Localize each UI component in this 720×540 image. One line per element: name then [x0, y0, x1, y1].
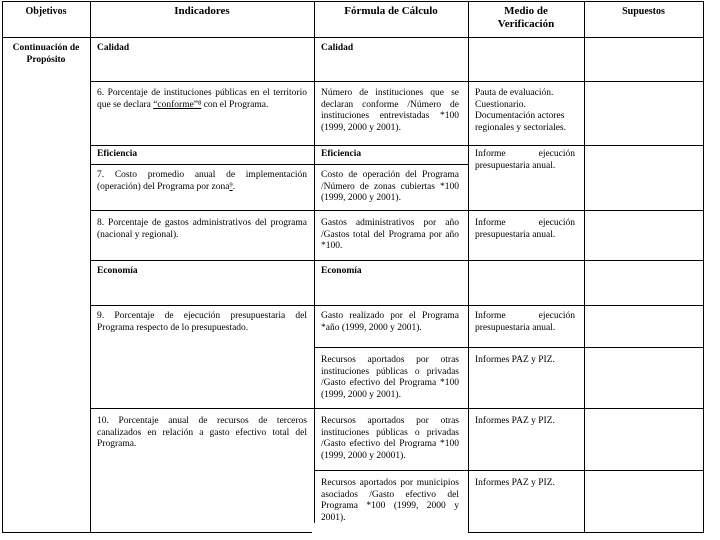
medio-6: Pauta de evaluación. Cuestionario. Documentación actores regionales y sectoriales. [475, 88, 567, 133]
objective-line2: Propósito [26, 54, 66, 65]
medio-9b: Informes PAZ y PIZ. [475, 355, 555, 365]
row-border [90, 81, 704, 82]
row-border [314, 347, 704, 348]
formula-8: Gastos administrativos por año /Gastos total del Programa por año *100. [321, 218, 459, 252]
indicator-7-text-end: . [232, 181, 236, 192]
formula-6: Número de instituciones que se declaran conforme /Número de instituciones entrevistadas *100 (1999, 2000 y 2001). [321, 88, 459, 133]
header-formula: Fórmula de Cálculo [344, 5, 438, 17]
formula-10a: Recursos aportados por otras instituciones públicas o privadas /Gasto efectivo del Programa *100 (1999, 2000 y 20001). [321, 416, 459, 461]
indicator-8: 8. Porcentaje de gastos administrativos del programa (nacional y regional). [97, 218, 307, 240]
header-supuestos: Supuestos [622, 6, 665, 17]
section-economia-formula: Economía [321, 266, 362, 276]
row-border [90, 210, 704, 211]
indicator-7-text: 7. Costo promedio anual de implementación (operación) del Programa por zona [97, 170, 307, 192]
medio-10a: Informes PAZ y PIZ. [475, 416, 555, 426]
medio-7: Informe ejecución presupuestaria anual. [475, 149, 575, 171]
bottom-gap [312, 523, 468, 533]
header-medio-line2: Verificación [497, 18, 555, 30]
header-objetivos: Objetivos [25, 6, 67, 17]
formula-9a: Gasto realizado por el Programa *año (1999, 2000 y 2001). [321, 311, 459, 333]
section-eficiencia-indicator: Eficiencia [97, 149, 138, 159]
formula-9b: Recursos aportados por otras instituciones públicas o privadas /Gasto efectivo del Programa *100 (1999, 2000 y 2001). [321, 355, 459, 400]
objective-label [2, 43, 90, 66]
row-border [90, 305, 704, 306]
header-medio [468, 5, 584, 31]
objective-line1: Continuación de [12, 43, 80, 53]
formula-7: Costo de operación del Programa /Número de zonas cubiertas *100 (1999, 2000 y 2001). [321, 170, 459, 204]
section-calidad-indicator: Calidad [97, 43, 130, 53]
row-border [90, 145, 704, 146]
indicator-10: 10. Porcentaje anual de recursos de terceros canalizados en relación a gasto efectivo total del Programa. [97, 416, 307, 450]
row-border [90, 260, 704, 261]
indicator-6-text: 6. Porcentaje de instituciones públicas en el territorio que se declara [97, 88, 307, 110]
indicator-9: 9. Porcentaje de ejecución presupuestaria del Programa respecto de lo presupuestado. [97, 311, 307, 333]
row-border [90, 408, 704, 409]
header-indicadores: Indicadores [174, 5, 230, 17]
medio-10b: Informes PAZ y PIZ. [475, 478, 555, 488]
row-border [2, 37, 704, 38]
row-border [2, 1, 704, 2]
section-calidad-formula: Calidad [321, 43, 354, 53]
indicator-6-text-end: con el Programa. [201, 99, 269, 110]
indicator-6-footnote: “conforme”⁸ [153, 99, 202, 110]
formula-10b: Recursos aportados por municipios asociados /Gasto efectivo del Programa *100 (1999, 2000 y 2001). [321, 478, 459, 523]
indicator-6 [97, 88, 307, 111]
row-border [90, 164, 468, 165]
section-economia-indicator: Economía [97, 266, 138, 276]
col-border [2, 1, 3, 533]
medio-9a: Informe ejecución presupuestaria anual. [475, 311, 575, 333]
header-medio-line1: Medio de [504, 5, 548, 17]
section-eficiencia-formula: Eficiencia [321, 149, 362, 159]
indicator-7 [97, 170, 307, 193]
medio-8: Informe ejecución presupuestaria anual. [475, 218, 575, 240]
indicator-7-footnote: ⁹ [229, 181, 233, 192]
row-border [314, 470, 704, 471]
